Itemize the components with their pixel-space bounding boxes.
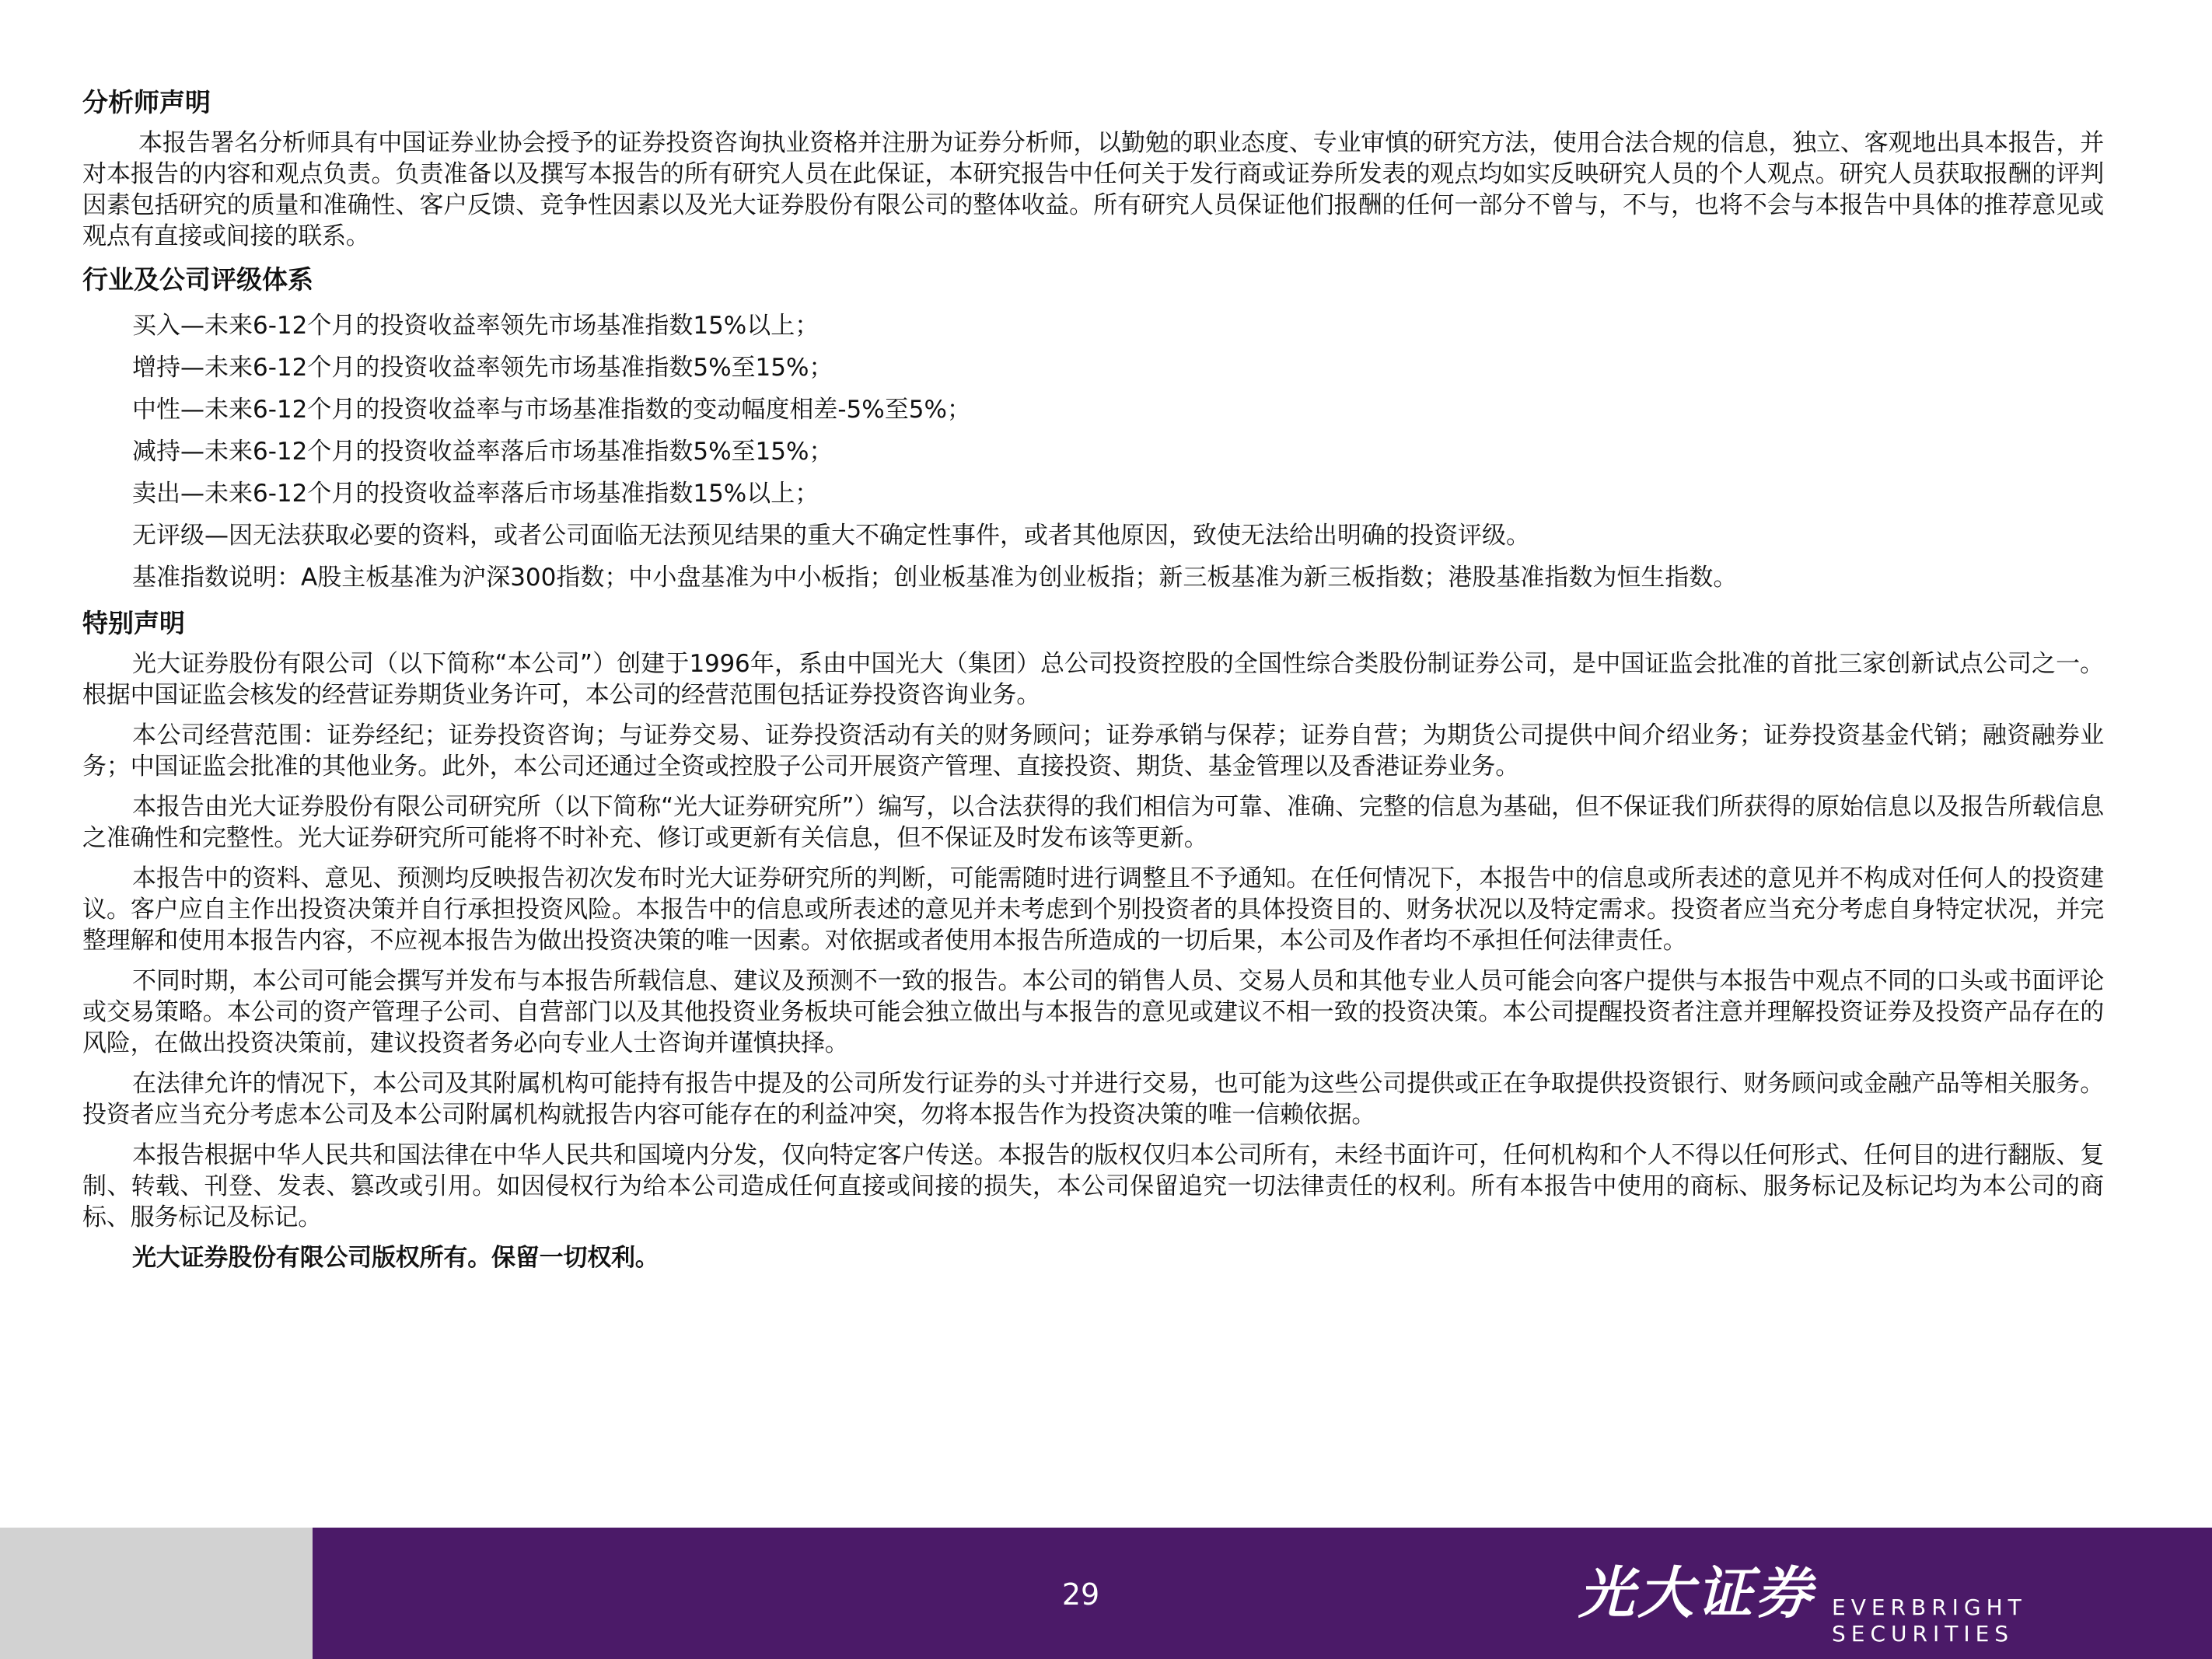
footer-stripe-graphic	[0, 1528, 313, 1659]
rating-item-overweight: 增持—未来6-12个月的投资收益率领先市场基准指数5%至15%；	[132, 354, 833, 382]
analyst-paragraph: 本报告署名分析师具有中国证券业协会授予的证券投资咨询执业资格并注册为证券分析师，以勤勉的职业态度、专业审慎的研究方法，使用合法合规的信息，独立、客观地出具本报告，并对本报告的内容和观点负责。负责准备以及撰写本报告的所有研究人员在此保证，本研究报告中任何关于发行商或证券所发表的观点均如实反映研究人员的个人观点。研究人员获取报酬的评判因素包括研究的质量和准确性、客户反馈、竞争性因素以及光大证券股份有限公司的整体收益。所有研究人员保证他们报酬的任何一部分不曾与，不与，也将不会与本报告中具体的推荐意见或观点有直接或间接的联系。	[82, 129, 2104, 250]
page-number: 29	[1061, 1577, 1100, 1612]
analyst-title: 分析师声明	[82, 87, 211, 117]
page-footer	[0, 1528, 2212, 1659]
stripe-bar	[404, 1582, 583, 1594]
analyst-section	[82, 86, 2104, 252]
rating-item-neutral: 中性—未来6-12个月的投资收益率与市场基准指数的变动幅度相差-5%至5%；	[132, 396, 971, 424]
stripe-bar	[334, 1604, 583, 1615]
copyright-statement: 光大证券股份有限公司版权所有。保留一切权利。	[132, 1244, 659, 1272]
stripe-bar	[313, 1647, 583, 1659]
rating-item-no-rating: 无评级—因无法获取必要的资料，或者公司面临无法预见结果的重大不确定性事件，或者其他原因，致使无法给出明确的投资评级。	[132, 522, 1530, 550]
rating-title: 行业及公司评级体系	[82, 264, 313, 295]
stripe-bar	[505, 1560, 583, 1572]
rating-item-underweight: 减持—未来6-12个月的投资收益率落后市场基准指数5%至15%；	[132, 438, 833, 466]
rating-item-sell: 卖出—未来6-12个月的投资收益率落后市场基准指数15%以上；	[132, 480, 819, 508]
special-paragraph: 本报告中的资料、意见、预测均反映报告初次发布时光大证券研究所的判断，可能需随时进行调整且不予通知。在任何情况下，本报告中的信息或所表述的意见并不构成对任何人的投资建议。客户应自主作出投资决策并自行承担投资风险。本报告中的信息或所表述的意见并未考虑到个别投资者的具体投资目的、财务状况以及特定需求。投资者应当充分考虑自身特定状况，并完整理解和使用本报告内容，不应视本报告为做出投资决策的唯一因素。对依据或者使用本报告所造成的一切后果，本公司及作者均不承担任何法律责任。	[82, 864, 2104, 955]
special-paragraph: 本公司经营范围：证券经纪；证券投资咨询；与证券交易、证券投资活动有关的财务顾问；证券承销与保荐；证券自营；为期货公司提供中间介绍业务；证券投资基金代销；融资融券业务；中国证监会批准的其他业务。此外，本公司还通过全资或控股子公司开展资产管理、直接投资、期货、基金管理以及香港证券业务。	[82, 721, 2104, 781]
brand-logo-chinese: 光大证券	[1578, 1559, 1815, 1626]
special-section	[82, 606, 2104, 1273]
rating-section	[82, 263, 2104, 599]
special-title: 特别声明	[82, 608, 185, 638]
rating-list	[82, 305, 2104, 599]
rating-item-buy: 买入—未来6-12个月的投资收益率领先市场基准指数15%以上；	[132, 312, 819, 340]
brand-logo-english: EVERBRIGHT SECURITIES	[1832, 1594, 2027, 1647]
stripe-bar	[313, 1626, 583, 1637]
rating-item-benchmark: 基准指数说明：A股主板基准为沪深300指数；中小盘基准为中小板指；创业板基准为创业板指；新三板基准为新三板指数；港股基准指数为恒生指数。	[132, 564, 1738, 592]
special-paragraph: 本报告由光大证券股份有限公司研究所（以下简称“光大证券研究所”）编写，以合法获得的我们相信为可靠、准确、完整的信息为基础，但不保证我们所获得的原始信息以及报告所载信息之准确性和完整性。光大证券研究所可能将不时补充、修订或更新有关信息，但不保证及时发布该等更新。	[82, 793, 2104, 852]
special-paragraph: 光大证券股份有限公司（以下简称“本公司”）创建于1996年，系由中国光大（集团）总公司投资控股的全国性综合类股份制证券公司，是中国证监会批准的首批三家创新试点公司之一。根据中国证监会核发的经营证券期货业务许可，本公司的经营范围包括证券投资咨询业务。	[82, 650, 2104, 709]
document-body	[82, 86, 2104, 1283]
stripe-bar	[505, 1539, 552, 1550]
special-paragraph: 在法律允许的情况下，本公司及其附属机构可能持有报告中提及的公司所发行证券的头寸并进行交易，也可能为这些公司提供或正在争取提供投资银行、财务顾问或金融产品等相关服务。投资者应当充分考虑本公司及本公司附属机构就报告内容可能存在的利益冲突，勿将本报告作为投资决策的唯一信赖依据。	[82, 1070, 2104, 1129]
special-paragraph: 不同时期，本公司可能会撰写并发布与本报告所载信息、建议及预测不一致的报告。本公司的销售人员、交易人员和其他专业人员可能会向客户提供与本报告中观点不同的口头或书面评论或交易策略。本公司的资产管理子公司、自营部门以及其他投资业务板块可能会独立做出与本报告的意见或建议不相一致的投资决策。本公司提醒投资者注意并理解投资证券及投资产品存在的风险，在做出投资决策前，建议投资者务必向专业人士咨询并谨慎抉择。	[82, 967, 2104, 1057]
special-paragraph: 本报告根据中华人民共和国法律在中华人民共和国境内分发，仅向特定客户传送。本报告的版权仅归本公司所有，未经书面许可，任何机构和个人不得以任何形式、任何目的进行翻版、复制、转载、刊登、发表、篡改或引用。如因侵权行为给本公司造成任何直接或间接的损失，本公司保留追究一切法律责任的权利。所有本报告中使用的商标、服务标记及标记均为本公司的商标、服务标记及标记。	[82, 1141, 2104, 1231]
